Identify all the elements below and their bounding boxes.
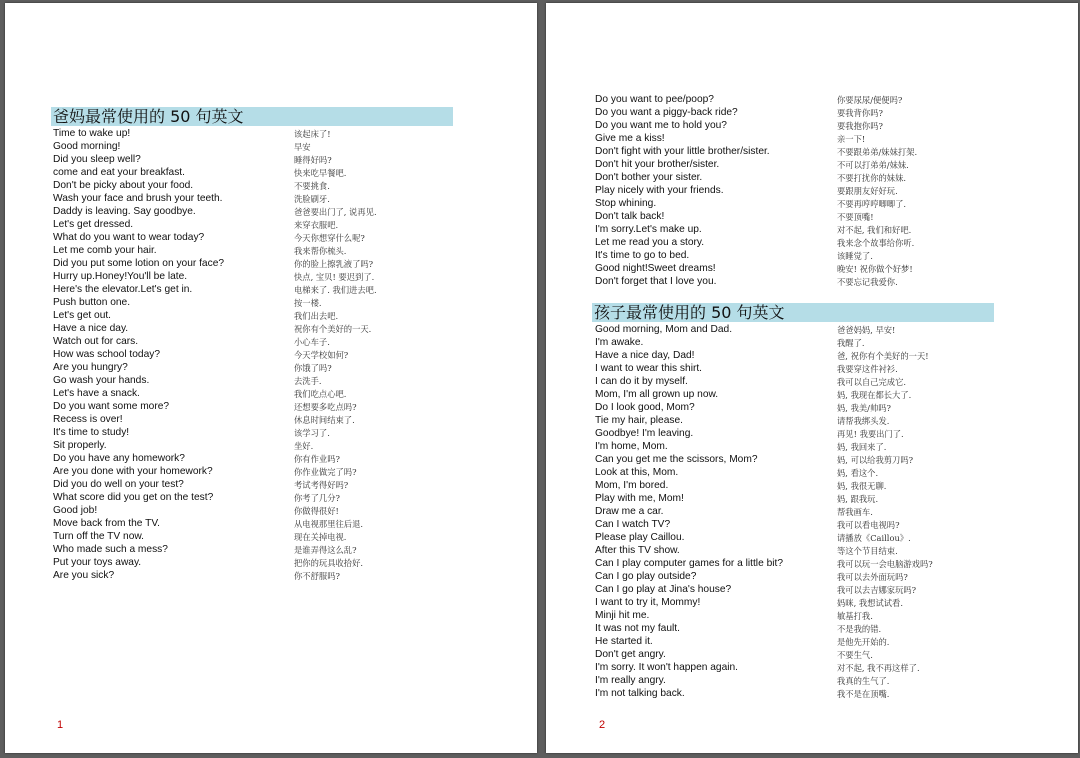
chinese-translation: 爸爸妈妈, 早安! — [837, 325, 896, 335]
chinese-translation: 还想要多吃点吗? — [294, 402, 357, 412]
chinese-translation: 是谁弄得这么乱? — [294, 545, 357, 555]
chinese-translation: 来穿衣服吧. — [294, 220, 339, 230]
chinese-translation: 是他先开始的. — [837, 637, 890, 647]
phrase-row — [53, 452, 523, 465]
english-phrase: It's time to study! — [53, 427, 130, 438]
chinese-translation: 考试考得好吗? — [294, 480, 349, 490]
phrase-row — [595, 414, 1065, 427]
english-phrase: Good morning! — [53, 141, 121, 152]
chinese-translation: 洗脸刷牙. — [294, 194, 330, 204]
english-phrase: Do you want to pee/poop? — [595, 94, 714, 105]
english-phrase: Do you want me to hold you? — [595, 120, 727, 131]
phrase-row — [595, 262, 1065, 275]
phrase-row — [595, 158, 1065, 171]
english-phrase: Watch out for cars. — [53, 336, 139, 347]
english-phrase: Are you sick? — [53, 570, 115, 581]
phrase-row — [595, 223, 1065, 236]
chinese-translation: 该睡觉了. — [837, 251, 873, 261]
chinese-translation: 你考了几分? — [294, 493, 340, 503]
english-phrase: Minji hit me. — [595, 610, 650, 621]
english-phrase: What do you want to wear today? — [53, 232, 205, 243]
phrase-row — [53, 231, 523, 244]
chinese-translation: 帮我画车. — [837, 507, 873, 517]
phrase-row — [53, 439, 523, 452]
english-phrase: Can I go play outside? — [595, 571, 697, 582]
phrase-row — [53, 387, 523, 400]
chinese-translation: 妈, 我回来了. — [837, 442, 887, 452]
phrase-list-parents — [53, 127, 523, 582]
chinese-translation: 早安 — [294, 142, 311, 152]
chinese-translation: 不要跟弟弟/妹妹打架. — [837, 147, 918, 157]
phrase-row — [595, 119, 1065, 132]
chinese-translation: 对不起, 我不再这样了. — [837, 663, 920, 673]
phrase-row — [595, 145, 1065, 158]
document-page-1 — [5, 3, 537, 753]
chinese-translation: 按一楼. — [294, 298, 322, 308]
english-phrase: He started it. — [595, 636, 653, 647]
english-phrase: Did you put some lotion on your face? — [53, 258, 225, 269]
english-phrase: Don't bother your sister. — [595, 172, 703, 183]
english-phrase: Good morning, Mom and Dad. — [595, 324, 733, 335]
phrase-row — [595, 349, 1065, 362]
phrase-row — [595, 93, 1065, 106]
english-phrase: Mom, I'm bored. — [595, 480, 669, 491]
english-phrase: Good night!Sweet dreams! — [595, 263, 716, 274]
phrase-row — [595, 184, 1065, 197]
phrase-row — [595, 492, 1065, 505]
chinese-translation: 不要忘记我爱你. — [837, 277, 898, 287]
phrase-row — [595, 622, 1065, 635]
chinese-translation: 你作业做完了吗? — [294, 467, 357, 477]
english-phrase: Did you sleep well? — [53, 154, 141, 165]
phrase-row — [595, 570, 1065, 583]
english-phrase: Time to wake up! — [53, 128, 131, 139]
phrase-row — [595, 583, 1065, 596]
phrase-row — [595, 362, 1065, 375]
chinese-translation: 我要穿这件衬衫. — [837, 364, 898, 374]
phrase-row — [595, 687, 1065, 700]
chinese-translation: 睡得好吗? — [294, 155, 332, 165]
english-phrase: I'm not talking back. — [595, 688, 685, 699]
english-phrase: Look at this, Mom. — [595, 467, 679, 478]
english-phrase: Good job! — [53, 505, 98, 516]
phrase-row — [53, 127, 523, 140]
chinese-translation: 我可以看电视吗? — [837, 520, 900, 530]
phrase-row — [595, 106, 1065, 119]
phrase-row — [595, 479, 1065, 492]
chinese-translation: 电梯来了. 我们进去吧. — [294, 285, 377, 295]
chinese-translation: 我来帮你梳头. — [294, 246, 347, 256]
phrase-row — [53, 426, 523, 439]
section-heading-children — [592, 303, 994, 322]
english-phrase: Have a nice day, Dad! — [595, 350, 695, 361]
phrase-row — [53, 153, 523, 166]
chinese-translation: 该起床了! — [294, 129, 331, 139]
chinese-translation: 妈, 看这个. — [837, 468, 879, 478]
english-phrase: Do you have any homework? — [53, 453, 185, 464]
chinese-translation: 今天学校如何? — [294, 350, 349, 360]
english-phrase: Don't talk back! — [595, 211, 665, 222]
english-phrase: Goodbye! I'm leaving. — [595, 428, 694, 439]
phrase-row — [53, 179, 523, 192]
chinese-translation: 你饿了吗? — [294, 363, 332, 373]
phrase-row — [53, 478, 523, 491]
chinese-translation: 晚安! 祝你做个好梦! — [837, 264, 913, 274]
english-phrase: come and eat your breakfast. — [53, 167, 185, 178]
english-phrase: Can I play computer games for a little bit? — [595, 558, 783, 569]
english-phrase: How was school today? — [53, 349, 161, 360]
phrase-row — [595, 323, 1065, 336]
english-phrase: Let's get dressed. — [53, 219, 134, 230]
chinese-translation: 现在关掉电视. — [294, 532, 347, 542]
phrase-row — [595, 388, 1065, 401]
phrase-row — [53, 413, 523, 426]
phrase-row — [53, 140, 523, 153]
page-number: 2 — [599, 719, 606, 731]
english-phrase: Have a nice day. — [53, 323, 129, 334]
phrase-row — [595, 518, 1065, 531]
english-phrase: I want to try it, Mommy! — [595, 597, 701, 608]
english-phrase: I can do it by myself. — [595, 376, 688, 387]
chinese-translation: 你做得很好! — [294, 506, 339, 516]
phrase-row — [53, 205, 523, 218]
phrase-row — [595, 544, 1065, 557]
phrase-row — [53, 530, 523, 543]
phrase-row — [595, 674, 1065, 687]
chinese-translation: 我可以去外面玩吗? — [837, 572, 908, 582]
english-phrase: Let me comb your hair. — [53, 245, 157, 256]
english-phrase: Play with me, Mom! — [595, 493, 684, 504]
chinese-translation: 坐好. — [294, 441, 314, 451]
english-phrase: Can you get me the scissors, Mom? — [595, 454, 758, 465]
english-phrase: Don't hit your brother/sister. — [595, 159, 720, 170]
chinese-translation: 亲一下! — [837, 134, 866, 144]
phrase-row — [595, 635, 1065, 648]
chinese-translation: 你不舒服吗? — [294, 571, 340, 581]
english-phrase: Draw me a car. — [595, 506, 664, 517]
english-phrase: After this TV show. — [595, 545, 680, 556]
chinese-translation: 不要打扰你的妹妹. — [837, 173, 907, 183]
english-phrase: Recess is over! — [53, 414, 123, 425]
phrase-row — [595, 596, 1065, 609]
chinese-translation: 请播放《Caillou》. — [837, 533, 911, 543]
english-phrase: Tie my hair, please. — [595, 415, 683, 426]
page-number: 1 — [57, 719, 64, 731]
english-phrase: I'm awake. — [595, 337, 644, 348]
english-phrase: Put your toys away. — [53, 557, 142, 568]
phrase-row — [595, 661, 1065, 674]
english-phrase: Do I look good, Mom? — [595, 402, 695, 413]
phrase-row — [595, 275, 1065, 288]
english-phrase: Daddy is leaving. Say goodbye. — [53, 206, 196, 217]
heading-text: 爸妈最常使用的 50 句英文 — [53, 107, 244, 126]
english-phrase: Sit properly. — [53, 440, 107, 451]
chinese-translation: 你有作业吗? — [294, 454, 340, 464]
phrase-row — [53, 192, 523, 205]
english-phrase: It was not my fault. — [595, 623, 680, 634]
english-phrase: Do you want some more? — [53, 401, 170, 412]
phrase-row — [595, 210, 1065, 223]
phrase-list-parents-continued — [595, 93, 1065, 288]
english-phrase: It's time to go to bed. — [595, 250, 690, 261]
phrase-row — [53, 465, 523, 478]
chinese-translation: 不要挑食. — [294, 181, 330, 191]
english-phrase: Push button one. — [53, 297, 131, 308]
english-phrase: Please play Caillou. — [595, 532, 685, 543]
phrase-row — [595, 132, 1065, 145]
english-phrase: Stop whining. — [595, 198, 657, 209]
phrase-row — [53, 322, 523, 335]
chinese-translation: 妈, 我美/帅吗? — [837, 403, 892, 413]
phrase-row — [53, 309, 523, 322]
chinese-translation: 我可以去吉娜家玩吗? — [837, 585, 917, 595]
chinese-translation: 你要尿尿/便便吗? — [837, 95, 903, 105]
phrase-row — [53, 244, 523, 257]
chinese-translation: 把你的玩具收拾好. — [294, 558, 364, 568]
phrase-row — [595, 171, 1065, 184]
phrase-row — [53, 569, 523, 582]
chinese-translation: 我来念个故事给你听. — [837, 238, 915, 248]
phrase-row — [53, 400, 523, 413]
english-phrase: Don't be picky about your food. — [53, 180, 194, 191]
chinese-translation: 爸爸要出门了, 说再见. — [294, 207, 377, 217]
english-phrase: I'm really angry. — [595, 675, 666, 686]
phrase-row — [53, 348, 523, 361]
phrase-row — [53, 543, 523, 556]
phrase-row — [595, 453, 1065, 466]
english-phrase: Let's have a snack. — [53, 388, 140, 399]
phrase-row — [53, 504, 523, 517]
chinese-translation: 对不起, 我们和好吧. — [837, 225, 912, 235]
chinese-translation: 该学习了. — [294, 428, 330, 438]
section-heading-parents — [51, 107, 453, 126]
english-phrase: Mom, I'm all grown up now. — [595, 389, 719, 400]
chinese-translation: 你的脸上擦乳液了吗? — [294, 259, 374, 269]
chinese-translation: 我可以玩一会电脑游戏吗? — [837, 559, 933, 569]
chinese-translation: 我真的生气了. — [837, 676, 890, 686]
chinese-translation: 不要顶嘴! — [837, 212, 874, 222]
chinese-translation: 妈, 我现在都长大了. — [837, 390, 912, 400]
phrase-row — [595, 401, 1065, 414]
phrase-row — [53, 270, 523, 283]
chinese-translation: 妈, 可以给我剪刀吗? — [837, 455, 914, 465]
phrase-row — [53, 335, 523, 348]
phrase-row — [595, 440, 1065, 453]
english-phrase: Are you done with your homework? — [53, 466, 213, 477]
english-phrase: Here's the elevator.Let's get in. — [53, 284, 193, 295]
english-phrase: Don't forget that I love you. — [595, 276, 717, 287]
phrase-row — [595, 505, 1065, 518]
chinese-translation: 等这个节目结束. — [837, 546, 898, 556]
phrase-row — [53, 166, 523, 179]
chinese-translation: 妈, 跟我玩. — [837, 494, 879, 504]
chinese-translation: 今天你想穿什么呢? — [294, 233, 365, 243]
english-phrase: Turn off the TV now. — [53, 531, 144, 542]
phrase-row — [53, 361, 523, 374]
phrase-row — [53, 374, 523, 387]
phrase-row — [53, 296, 523, 309]
english-phrase: I'm sorry.Let's make up. — [595, 224, 702, 235]
chinese-translation: 休息时间结束了. — [294, 415, 355, 425]
english-phrase: What score did you get on the test? — [53, 492, 214, 503]
chinese-translation: 不是我的错. — [837, 624, 882, 634]
english-phrase: Go wash your hands. — [53, 375, 150, 386]
chinese-translation: 快来吃早餐吧. — [294, 168, 347, 178]
chinese-translation: 我们出去吧. — [294, 311, 339, 321]
chinese-translation: 从电视那里往后退. — [294, 519, 364, 529]
document-page-2 — [546, 3, 1078, 753]
chinese-translation: 不可以打弟弟/妹妹. — [837, 160, 909, 170]
chinese-translation: 爸, 祝你有个美好的一天! — [837, 351, 929, 361]
english-phrase: Don't get angry. — [595, 649, 666, 660]
phrase-row — [53, 283, 523, 296]
english-phrase: Can I go play at Jina's house? — [595, 584, 732, 595]
chinese-translation: 妈, 我很无聊. — [837, 481, 887, 491]
english-phrase: I want to wear this shirt. — [595, 363, 703, 374]
phrase-row — [53, 218, 523, 231]
phrase-row — [595, 609, 1065, 622]
phrase-row — [595, 531, 1065, 544]
phrase-row — [595, 648, 1065, 661]
chinese-translation: 去洗手. — [294, 376, 322, 386]
chinese-translation: 敏基打我. — [837, 611, 873, 621]
phrase-list-children — [595, 323, 1065, 700]
english-phrase: Did you do well on your test? — [53, 479, 184, 490]
chinese-translation: 不要再哼哼唧唧了. — [837, 199, 907, 209]
english-phrase: Who made such a mess? — [53, 544, 168, 555]
phrase-row — [595, 249, 1065, 262]
phrase-row — [595, 466, 1065, 479]
chinese-translation: 要我背你吗? — [837, 108, 883, 118]
chinese-translation: 我不是在顶嘴. — [837, 689, 890, 699]
english-phrase: Give me a kiss! — [595, 133, 665, 144]
english-phrase: Play nicely with your friends. — [595, 185, 724, 196]
chinese-translation: 不要生气. — [837, 650, 873, 660]
chinese-translation: 快点, 宝贝! 要迟到了. — [294, 272, 375, 282]
phrase-row — [53, 491, 523, 504]
english-phrase: Move back from the TV. — [53, 518, 161, 529]
chinese-translation: 我们吃点心吧. — [294, 389, 347, 399]
english-phrase: Hurry up.Honey!You'll be late. — [53, 271, 188, 282]
english-phrase: Can I watch TV? — [595, 519, 671, 530]
english-phrase: Let's get out. — [53, 310, 112, 321]
phrase-row — [53, 257, 523, 270]
heading-text: 孩子最常使用的 50 句英文 — [594, 303, 785, 322]
phrase-row — [595, 375, 1065, 388]
english-phrase: Don't fight with your little brother/sister. — [595, 146, 770, 157]
chinese-translation: 妈咪, 我想试试看. — [837, 598, 903, 608]
english-phrase: I'm sorry. It won't happen again. — [595, 662, 739, 673]
chinese-translation: 我可以自己完成它. — [837, 377, 907, 387]
english-phrase: Let me read you a story. — [595, 237, 705, 248]
phrase-row — [53, 556, 523, 569]
english-phrase: Are you hungry? — [53, 362, 128, 373]
chinese-translation: 再见! 我要出门了. — [837, 429, 904, 439]
english-phrase: Wash your face and brush your teeth. — [53, 193, 223, 204]
phrase-row — [53, 517, 523, 530]
phrase-row — [595, 557, 1065, 570]
chinese-translation: 我醒了. — [837, 338, 865, 348]
english-phrase: Do you want a piggy-back ride? — [595, 107, 738, 118]
chinese-translation: 小心车子. — [294, 337, 330, 347]
phrase-row — [595, 236, 1065, 249]
chinese-translation: 要我抱你吗? — [837, 121, 883, 131]
phrase-row — [595, 197, 1065, 210]
chinese-translation: 请帮我绑头发. — [837, 416, 890, 426]
english-phrase: I'm home, Mom. — [595, 441, 668, 452]
phrase-row — [595, 427, 1065, 440]
phrase-row — [595, 336, 1065, 349]
chinese-translation: 祝你有个美好的一天. — [294, 324, 372, 334]
chinese-translation: 要跟朋友好好玩. — [837, 186, 898, 196]
